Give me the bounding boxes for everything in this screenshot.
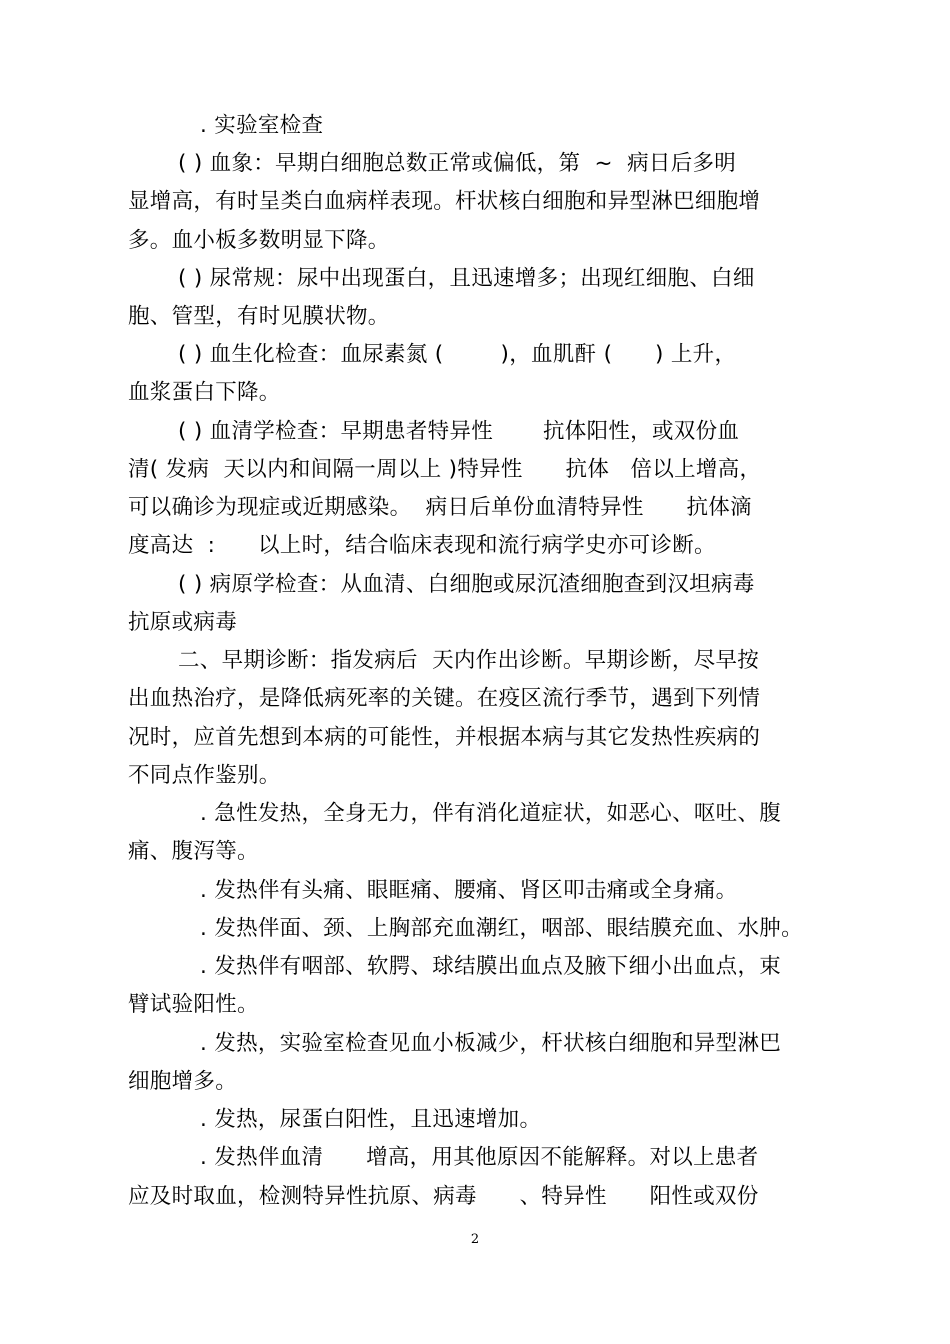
text-line: . 发热，实验室检查见血小板减少，杆状核白细胞和异型淋巴: [200, 1031, 782, 1056]
text-line: ( ) 血象：早期白细胞总数正常或偏低，第 ~ 病日后多明: [178, 151, 737, 176]
text-line: 显增高，有时呈类白血病样表现。杆状核白细胞和异型淋巴细胞增: [128, 189, 761, 214]
text-line: 况时，应首先想到本病的可能性，并根据本病与其它发热性疾病的: [128, 725, 761, 750]
text-line: 二、早期诊断：指发病后 天内作出诊断。早期诊断，尽早按: [178, 648, 760, 673]
text-line: . 发热伴面、颈、上胸部充血潮红，咽部、眼结膜充血、水肿。: [200, 916, 803, 941]
text-line: . 急性发热，全身无力，伴有消化道症状，如恶心、呕吐、腹: [200, 801, 782, 826]
text-line: 多。血小板多数明显下降。: [128, 228, 390, 253]
text-line: 细胞增多。: [128, 1069, 238, 1094]
text-line: 抗原或病毒: [128, 610, 238, 635]
text-line: 出血热治疗，是降低病死率的关键。在疫区流行季节，遇到下列情: [128, 686, 761, 711]
text-line: 胞、管型，有时见膜状物。: [128, 304, 390, 329]
text-line: . 实验室检查: [200, 113, 324, 138]
text-line: ( ) 血生化检查：血尿素氮 ( )，血肌酐 ( ) 上升，: [178, 342, 737, 367]
text-line: . 发热伴有头痛、眼眶痛、腰痛、肾区叩击痛或全身痛。: [200, 878, 738, 903]
text-line: 痛、腹泻等。: [128, 839, 259, 864]
text-line: . 发热，尿蛋白阳性，且迅速增加。: [200, 1107, 542, 1132]
text-line: ( ) 尿常规：尿中出现蛋白，且迅速增多；出现红细胞、白细: [178, 266, 755, 291]
text-line: 清( 发病 天以内和间隔一周以上 )特异性 抗体 倍以上增高，: [128, 457, 762, 482]
text-line: 可以确诊为现症或近期感染。 病日后单份血清特异性 抗体滴: [128, 495, 752, 520]
text-line: ( ) 病原学检查：从血清、白细胞或尿沉渣细胞查到汉坦病毒: [178, 572, 755, 597]
text-line: . 发热伴血清 增高，用其他原因不能解释。对以上患者: [200, 1145, 759, 1170]
text-line: ( ) 血清学检查：早期患者特异性 抗体阳性，或双份血: [178, 419, 740, 444]
text-line: 臂试验阳性。: [128, 992, 259, 1017]
text-line: . 发热伴有咽部、软腭、球结膜出血点及腋下细小出血点，束: [200, 954, 782, 979]
page-number: 2: [470, 1232, 480, 1247]
text-line: 不同点作鉴别。: [128, 763, 281, 788]
text-line: 度高达 : 以上时，结合临床表现和流行病学史亦可诊断。: [128, 533, 716, 558]
text-line: 血浆蛋白下降。: [128, 380, 281, 405]
text-line: 应及时取血，检测特异性抗原、病毒 、特异性 阳性或双份: [128, 1184, 759, 1209]
